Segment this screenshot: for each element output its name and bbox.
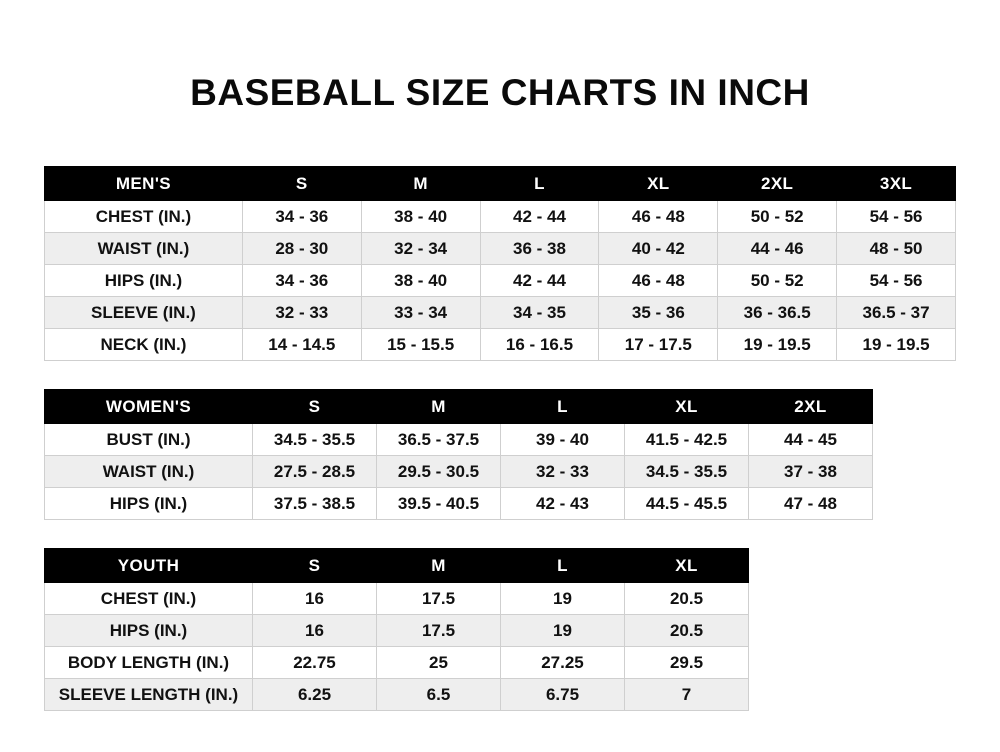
table-row — [45, 297, 956, 329]
row-label: BUST (IN.) — [45, 424, 253, 456]
table-row — [45, 679, 749, 711]
table-cell: 54 - 56 — [837, 265, 956, 297]
table-womens — [44, 389, 873, 520]
table-header-row — [45, 167, 956, 201]
table-mens-header — [45, 167, 956, 201]
table-youth-body — [45, 583, 749, 711]
table-youth-header-cell: M — [377, 549, 501, 583]
row-label: SLEEVE LENGTH (IN.) — [45, 679, 253, 711]
table-cell: 34 - 35 — [480, 297, 599, 329]
table-cell: 17.5 — [377, 615, 501, 647]
row-label: BODY LENGTH (IN.) — [45, 647, 253, 679]
table-cell: 38 - 40 — [361, 265, 480, 297]
table-cell: 37 - 38 — [749, 456, 873, 488]
table-youth-header — [45, 549, 749, 583]
table-cell: 32 - 34 — [361, 233, 480, 265]
row-label: WAIST (IN.) — [45, 233, 243, 265]
table-row — [45, 233, 956, 265]
table-mens-header-cell: XL — [599, 167, 718, 201]
table-cell: 44 - 46 — [718, 233, 837, 265]
table-row — [45, 201, 956, 233]
row-label: WAIST (IN.) — [45, 456, 253, 488]
table-mens-header-cell: 3XL — [837, 167, 956, 201]
table-cell: 19 — [501, 615, 625, 647]
table-cell: 42 - 44 — [480, 201, 599, 233]
table-row — [45, 265, 956, 297]
table-cell: 47 - 48 — [749, 488, 873, 520]
tables-container — [0, 166, 1000, 711]
table-row — [45, 615, 749, 647]
table-mens — [44, 166, 956, 361]
table-cell: 6.75 — [501, 679, 625, 711]
table-cell: 41.5 - 42.5 — [625, 424, 749, 456]
table-cell: 40 - 42 — [599, 233, 718, 265]
table-cell: 34.5 - 35.5 — [253, 424, 377, 456]
table-mens-header-cell: M — [361, 167, 480, 201]
table-cell: 22.75 — [253, 647, 377, 679]
row-label: CHEST (IN.) — [45, 201, 243, 233]
row-label: NECK (IN.) — [45, 329, 243, 361]
table-row — [45, 583, 749, 615]
row-label: CHEST (IN.) — [45, 583, 253, 615]
table-mens-header-cell: L — [480, 167, 599, 201]
table-cell: 46 - 48 — [599, 265, 718, 297]
table-mens-header-cell: MEN'S — [45, 167, 243, 201]
table-row — [45, 424, 873, 456]
table-cell: 48 - 50 — [837, 233, 956, 265]
table-cell: 19 — [501, 583, 625, 615]
table-cell: 50 - 52 — [718, 201, 837, 233]
table-cell: 27.25 — [501, 647, 625, 679]
table-womens-header-cell: XL — [625, 390, 749, 424]
table-cell: 34 - 36 — [242, 201, 361, 233]
table-womens-header-cell: 2XL — [749, 390, 873, 424]
row-label: HIPS (IN.) — [45, 615, 253, 647]
table-cell: 38 - 40 — [361, 201, 480, 233]
table-cell: 29.5 — [625, 647, 749, 679]
table-cell: 37.5 - 38.5 — [253, 488, 377, 520]
table-cell: 44.5 - 45.5 — [625, 488, 749, 520]
table-cell: 19 - 19.5 — [837, 329, 956, 361]
table-cell: 20.5 — [625, 615, 749, 647]
table-cell: 54 - 56 — [837, 201, 956, 233]
table-row — [45, 488, 873, 520]
table-row — [45, 456, 873, 488]
table-cell: 50 - 52 — [718, 265, 837, 297]
table-cell: 16 — [253, 583, 377, 615]
row-label: SLEEVE (IN.) — [45, 297, 243, 329]
table-womens-header-cell: L — [501, 390, 625, 424]
table-cell: 6.5 — [377, 679, 501, 711]
table-cell: 20.5 — [625, 583, 749, 615]
table-cell: 16 - 16.5 — [480, 329, 599, 361]
table-cell: 44 - 45 — [749, 424, 873, 456]
table-cell: 32 - 33 — [501, 456, 625, 488]
table-header-row — [45, 549, 749, 583]
table-cell: 28 - 30 — [242, 233, 361, 265]
table-youth-header-cell: S — [253, 549, 377, 583]
table-cell: 19 - 19.5 — [718, 329, 837, 361]
table-womens-header-cell: M — [377, 390, 501, 424]
page-title: BASEBALL SIZE CHARTS IN INCH — [190, 72, 810, 113]
table-womens-header — [45, 390, 873, 424]
table-mens-body — [45, 201, 956, 361]
table-cell: 36 - 38 — [480, 233, 599, 265]
table-womens-body — [45, 424, 873, 520]
table-cell: 32 - 33 — [242, 297, 361, 329]
table-cell: 14 - 14.5 — [242, 329, 361, 361]
table-cell: 25 — [377, 647, 501, 679]
table-mens-header-cell: 2XL — [718, 167, 837, 201]
table-row — [45, 647, 749, 679]
table-cell: 15 - 15.5 — [361, 329, 480, 361]
table-cell: 39.5 - 40.5 — [377, 488, 501, 520]
table-cell: 36.5 - 37 — [837, 297, 956, 329]
table-cell: 16 — [253, 615, 377, 647]
table-cell: 35 - 36 — [599, 297, 718, 329]
table-cell: 46 - 48 — [599, 201, 718, 233]
table-cell: 6.25 — [253, 679, 377, 711]
table-womens-header-cell: WOMEN'S — [45, 390, 253, 424]
table-cell: 17 - 17.5 — [599, 329, 718, 361]
table-youth-header-cell: XL — [625, 549, 749, 583]
table-cell: 42 - 44 — [480, 265, 599, 297]
table-cell: 29.5 - 30.5 — [377, 456, 501, 488]
table-cell: 39 - 40 — [501, 424, 625, 456]
table-cell: 34.5 - 35.5 — [625, 456, 749, 488]
table-cell: 36.5 - 37.5 — [377, 424, 501, 456]
table-womens-header-cell: S — [253, 390, 377, 424]
table-cell: 7 — [625, 679, 749, 711]
table-cell: 33 - 34 — [361, 297, 480, 329]
table-header-row — [45, 390, 873, 424]
row-label: HIPS (IN.) — [45, 265, 243, 297]
table-youth-header-cell: YOUTH — [45, 549, 253, 583]
table-row — [45, 329, 956, 361]
table-youth-header-cell: L — [501, 549, 625, 583]
table-cell: 27.5 - 28.5 — [253, 456, 377, 488]
row-label: HIPS (IN.) — [45, 488, 253, 520]
table-mens-header-cell: S — [242, 167, 361, 201]
table-cell: 17.5 — [377, 583, 501, 615]
table-cell: 42 - 43 — [501, 488, 625, 520]
table-cell: 36 - 36.5 — [718, 297, 837, 329]
table-youth — [44, 548, 749, 711]
table-cell: 34 - 36 — [242, 265, 361, 297]
